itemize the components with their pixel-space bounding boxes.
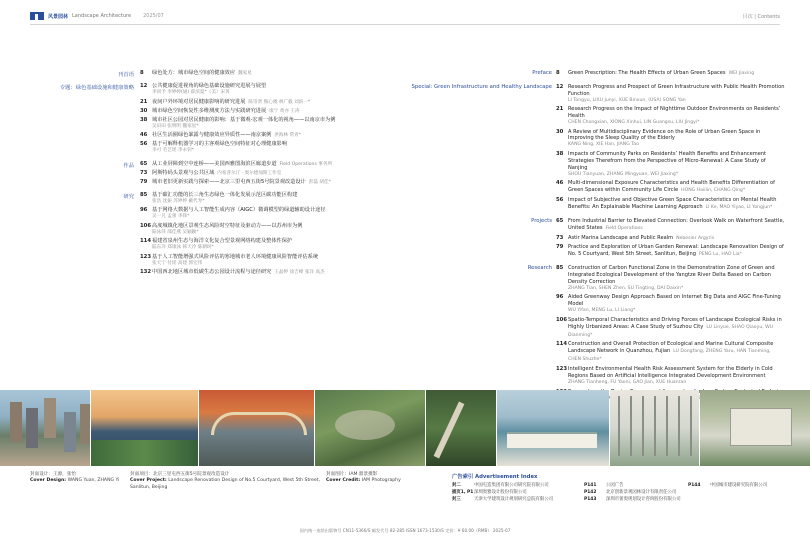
entry-title-text: 福建省泉州生态与海洋文化复合型景观网络构建及整体性保护 (152, 238, 293, 244)
entry-title (140, 207, 390, 214)
entry-authors: 张天宁 付瑶 高建 郭宏伟 (152, 260, 203, 266)
page-number: 123 (556, 366, 568, 373)
page-number: 38 (556, 150, 564, 157)
toc-entry (400, 265, 785, 292)
entry-authors: 王晶婷 徐吉峰 张洋 高杰 (274, 270, 325, 275)
header-divider (30, 24, 780, 25)
toc-entry (30, 179, 390, 186)
credit-en: IAM Photography (361, 478, 401, 484)
entry-title (556, 129, 785, 143)
entry-title-text: 中国西北地区城市低碳生态公园设计流程与途径研究 (152, 269, 272, 275)
entry-authors: Nebesier Argyris (676, 235, 715, 241)
entry-title-text: Research Progress and Prospect of Green Infrastructure with Public Health Promotion Function (568, 83, 785, 97)
entry-authors: 陈崇贤 熊心澳 林广毅 刘滨一* (248, 99, 311, 105)
toc-entry (400, 341, 785, 364)
entry-title-text: A Review of Multidisciplinary Evidence on the Role of Urban Green Space in Improving the Sleep Quality of the Elderly (568, 128, 761, 142)
entry-authors: ZHANG Tianheng, FU Yaoni, GAO Jian, XUE Huanran (568, 380, 687, 385)
entry-title-text: Intelligent Environmental Health Risk Assessment System for the Elderly in Cold Regions Based on Artificial Intelligence Integrated Development Environment (568, 366, 773, 380)
page-number: 79 (140, 178, 148, 185)
entry-title-text: 城市社区公园对居民健康的影响：基于微观-宏观一体化的视角——以南京市为例 (152, 116, 336, 123)
page-number: 46 (556, 180, 564, 187)
ad-index-row (452, 496, 553, 502)
page-number: 73 (140, 169, 148, 176)
isbn-line: 国内统一连续出版物号 CN11-5366/S 邮发代号 82-285 ISSN 1673-1530/S 定价：¥ 60.00（RMB） 2025-07 (299, 528, 511, 533)
toc-entry (400, 244, 785, 259)
entry-title-text: 基于人工智能增强式风险评估的寒地城市老人环境健康风险智能评估系统 (152, 253, 319, 260)
entry-title-text: Multi-dimensional Exposure Characteristics and Health Benefits Differentiation of Green Spaces within Community Life Circle (568, 180, 775, 193)
toc-entry (400, 70, 785, 78)
issue-number: 2025/07 (143, 13, 164, 19)
entry-title-text: From Industrial Barrier to Elevated Connection: Overlook Walk on Waterfront Seattle, United States (568, 217, 785, 231)
entry-title-text: 基于可解释机器学习的主客观绿色空间特征对心理健康影响 (152, 141, 287, 147)
section-title: Special: Green Infrastructure and Healthy Landscape (411, 83, 552, 90)
toc-entry (400, 218, 785, 233)
cover-photo-credit (326, 472, 446, 485)
entry-authors: 魏家星 (238, 71, 252, 76)
photo-courtyard-canopy (610, 390, 700, 466)
entry-title-text: Aided Greenway Design Approach Based on Internet Big Data and AIGC Fine-Tuning Model (568, 294, 781, 308)
ad-advertiser: 北京创新景观园林设计有限责任公司 (606, 490, 677, 495)
toc-entry (30, 132, 390, 139)
ad-advertiser: 深圳奥雅设计股份有限公司 (474, 490, 527, 495)
page-number: 38 (140, 116, 148, 123)
toc-entry (30, 192, 390, 206)
page-number: 8 (140, 70, 144, 76)
page-number: 21 (556, 106, 564, 113)
toc-entry (30, 238, 390, 252)
entry-title-text: Impact of Subjective and Objective Green Space Characteristics on Mental Health Benefits: An Explainable Machine Learning Approach (568, 196, 777, 210)
entry-title (140, 192, 390, 199)
ad-index-row (584, 496, 681, 502)
page-number: 106 (140, 222, 152, 229)
section-title: Projects (531, 217, 552, 224)
entry-authors: Field Operations (605, 225, 643, 231)
design-cn: 封面设计：王源，张怡 (30, 472, 76, 477)
entry-authors: 内希普尔汀 · 奥尔德加斯工作室 (217, 170, 282, 176)
page-number: 8 (556, 70, 560, 76)
entry-authors: 洪海林 常青* (274, 133, 302, 138)
page-number: 12 (556, 83, 564, 90)
entry-title-text: Astir Marina Landscape and Public Realm (568, 234, 674, 241)
page-number: 73 (556, 234, 564, 241)
page-number: 132 (140, 269, 152, 275)
entry-title (556, 151, 785, 172)
toc-entry (400, 151, 785, 178)
ad-index-title: 广告索引 Advertisement Index (452, 474, 538, 480)
toc-chinese (30, 70, 390, 282)
brand-cn: 风景园林 (48, 13, 69, 20)
page-number: 65 (556, 217, 564, 224)
ad-index-row (452, 482, 549, 488)
entry-title (140, 117, 390, 124)
entry-title-text: Spatio-Temporal Characteristics and Driving Forces of Landscape Ecological Risks in Highly Urbanized Areas: A Case Study of Suzhou City (568, 316, 782, 330)
page-number: 30 (140, 107, 148, 114)
toc-entry (30, 269, 390, 276)
entry-authors: LI Ke, MAO Yiyao, LI Yongjun* (705, 204, 773, 210)
entry-authors: SHOU Tianyuan, ZHANG Mingyuan, WEI Jiaxing* (568, 171, 679, 177)
photo-sunset-park (91, 390, 198, 466)
entry-title (140, 254, 390, 261)
page-number: 114 (140, 238, 152, 244)
toc-entry (400, 366, 785, 386)
entry-title-text: 公共健康促进视角的绿色基础设施研究进展与展望 (152, 83, 267, 89)
entry-title (140, 141, 390, 148)
entry-authors: 李同予 李婷婷(通) 薛滨夏*（美）宋苒 (152, 90, 230, 95)
photo-arched-plaza (199, 390, 315, 466)
entry-authors: LU Linyue, SHAO Qiaoyu, WU Dianming* (568, 324, 774, 338)
toc-entry (30, 161, 390, 168)
design-en: WANG Yuan, ZHANG Yi (67, 478, 120, 484)
toc-entry (400, 294, 785, 314)
toc-entry (30, 141, 390, 155)
entry-authors: CHEN Chongxian, XIONG Xinhui, LIN Guangsu, LIU Jingyi* (568, 120, 700, 126)
ad-page: P143 (584, 497, 597, 502)
section-title: Research (527, 265, 552, 272)
page-number: 96 (556, 294, 564, 301)
entry-title-text: Research Progress on the Impact of Nighttime Outdoor Environments on Residents’ Health (568, 106, 781, 120)
photo-marina (497, 390, 609, 466)
toc-entry (30, 83, 390, 97)
entry-title (140, 83, 390, 90)
entry-authors: WEI Jiaxing (728, 71, 755, 76)
page-number: 56 (556, 196, 564, 203)
entry-title (556, 70, 785, 78)
logo-icon (30, 12, 44, 20)
entry-title-text: 阿斯特码头景观与公共区域 (152, 169, 215, 176)
entry-title-text: 基于碳汇功能的长三角生态绿色一体化发展示范区碳功能区构建 (152, 191, 298, 198)
entry-title-text: 高度城镇化地区景观生态风险时空特征及驱动力——以苏州市为例 (152, 222, 303, 229)
ad-advertiser: 中国屯造集团有限公司研究院有限公司 (474, 483, 549, 488)
page-number: 106 (556, 316, 568, 323)
entry-title (556, 265, 785, 286)
entry-title (140, 99, 390, 106)
ad-page: 插页1, P1 (452, 490, 474, 495)
entry-title-text: 城市绿色空间恢复性多维测度方法与实践研究进展 (152, 107, 267, 114)
toc-entry (30, 99, 390, 106)
entry-title (556, 235, 785, 243)
page-number: 21 (140, 98, 148, 105)
page-number: 79 (556, 244, 564, 251)
entry-title (556, 84, 785, 98)
toc-entry (30, 223, 390, 237)
entry-title (140, 70, 390, 77)
page-number: 114 (556, 341, 568, 348)
toc-entry (30, 207, 390, 221)
entry-authors: WU Yifan, MENG Lu, LI Liang* (568, 308, 636, 314)
entry-title (140, 132, 390, 139)
ad-index-row (584, 482, 624, 488)
photo-forest-path (426, 390, 496, 466)
entry-title-text: Construction and Overall Protection of Ecological and Marine Cultural Composite Landscape Network in Quanzhou, Fujian (568, 341, 774, 355)
entry-authors: 李可 毛艺瑶 李永钊* (152, 148, 194, 153)
entry-title-text: Construction of Carbon Functional Zone in the Demonstration Zone of Green and Integrated Ecological Development of the Yangtze River Delta Based on Carbon Density Correction (568, 265, 775, 286)
ad-index-row (688, 482, 767, 488)
toc-section (30, 70, 390, 77)
entry-authors: 张浩 沈振 苏婷婷 戴代寿* (152, 198, 205, 204)
project-en-label: Cover Project: (130, 478, 167, 484)
section-title: 刊首语 (118, 72, 134, 78)
page-number: 46 (140, 132, 148, 138)
entry-authors: LI Tongyu, LIXU Junyi, XUE Binxun, (USA) SONG Yan (568, 97, 686, 103)
toc-entry (30, 170, 390, 177)
toc-entry (400, 84, 785, 104)
toc-section (400, 218, 785, 260)
page-number: 30 (556, 128, 564, 135)
page-number: 96 (140, 207, 148, 213)
brand-en: Landscape Architecture (72, 13, 132, 19)
section-title: 作品 (123, 162, 134, 169)
entry-authors: 吴田田 张明明 魏家星* (152, 123, 199, 129)
entry-title-text: Practice and Exploration of Urban Garden Renewal: Landscape Renovation Design of No. 5 Courtyard, West 5th Street, Sanlitun, Beijing (568, 244, 784, 258)
credit-en-label: Cover Credit: (326, 478, 361, 484)
photo-seattle-waterfront (0, 390, 90, 466)
ad-advertiser: 天津大学建筑设计规划研究总院有限公司 (474, 497, 554, 502)
toc-entry (30, 70, 390, 77)
toc-entry (400, 106, 785, 126)
ad-page: P144 (688, 483, 701, 488)
entry-authors: 康宁 黄亦 王涛 (269, 108, 300, 114)
entry-title-text: Green Prescription: The Health Effects of Urban Green Spaces (568, 70, 726, 76)
entry-title (140, 161, 390, 168)
entry-title (556, 106, 785, 120)
entry-title (556, 294, 785, 308)
entry-title (556, 244, 785, 259)
entry-title-text: Impacts of Community Parks on Residents’ Health Benefits and Enhancement Strategies Therefrom from the Perspective of Micro-Renewal: A Case Study of Nanjing (568, 150, 767, 171)
toc-section (30, 83, 390, 155)
cover-project-credit (130, 472, 330, 491)
cover-photo-strip (0, 390, 810, 466)
page-number: 123 (140, 253, 152, 260)
page-number: 65 (140, 160, 148, 167)
ad-page: 封三 (452, 497, 461, 502)
toc-entry (30, 117, 390, 131)
page-number: 12 (140, 83, 148, 89)
entry-title (556, 341, 785, 364)
entry-authors: Field Operations 事务所 (279, 161, 333, 167)
entry-title (140, 179, 390, 186)
toc-section (30, 161, 390, 186)
section-title: 研究 (123, 193, 134, 200)
section-title: 专题：绿色基础设施和健康策略 (59, 85, 134, 91)
entry-authors: 吴一凡 孟蕾 李锋* (152, 214, 190, 219)
toc-section (400, 70, 785, 78)
entry-title (556, 218, 785, 233)
photo-pavilion (700, 390, 810, 466)
ad-advertiser: 公园广告 (606, 483, 624, 488)
ad-index-row (452, 489, 527, 495)
toc-entry (400, 197, 785, 212)
entry-title (556, 317, 785, 340)
photo-aerial-park (315, 390, 425, 466)
toc-entry (30, 254, 390, 268)
credit-cn: 封面图片：IAM 鼎景摄影 (326, 472, 378, 477)
toc-entry (400, 180, 785, 195)
toc-english (400, 70, 785, 409)
contents-label: 目次 | Contents (742, 14, 780, 20)
toc-entry (400, 235, 785, 243)
page-number: 56 (140, 141, 148, 147)
toc-section (400, 84, 785, 212)
entry-title-text: 夜间户外环境对居民健康影响的研究进展 (152, 98, 246, 105)
design-en-label: Cover Design: (30, 478, 67, 484)
entry-title (140, 170, 390, 177)
ad-page: P141 (584, 483, 597, 488)
entry-title (140, 269, 390, 276)
ad-page: 封二 (452, 483, 461, 488)
ad-index-row (584, 489, 676, 495)
toc-entry (30, 108, 390, 115)
entry-title (556, 366, 785, 380)
toc-section (30, 192, 390, 277)
project-en: Landscape Renovation Design of No.5 Courtyard, West 5th Street, Sanlitun, Beijing (130, 478, 320, 490)
toc-section (400, 265, 785, 403)
entry-authors: 彭磊 胡佳* (308, 179, 331, 185)
entry-authors: KANG Ning, XIE Han, JIANG Tao (568, 142, 639, 148)
entry-title (140, 223, 390, 230)
toc-entry (400, 129, 785, 149)
entry-authors: HONG Haiilin, CHANG Qing* (681, 187, 746, 193)
entry-title (140, 108, 390, 115)
page-number: 85 (140, 191, 148, 198)
ad-advertiser: 深圳市蕾奥规划设计咨询股份有限公司 (606, 497, 681, 502)
entry-title (556, 197, 785, 212)
entry-authors: PENG Lu, HAO Lia* (698, 252, 742, 258)
toc-entry (400, 317, 785, 340)
entry-authors: LU Dongfang, ZHENG Yaru, HAN Tianming, CHEN Shuzhe* (568, 349, 771, 363)
masthead (30, 11, 164, 21)
entry-authors: ZHANG Tian, SHEN Zhen, SU Tingting, DAI Daixin* (568, 285, 684, 291)
ad-advertiser: 中国城市建设研究院有限公司 (710, 483, 768, 488)
entry-authors: 陆东洋 郑康泳 韩天冷 陈朝珂* (152, 245, 214, 250)
entry-title-text: 绿色处方：城市绿色空间的健康效应 (152, 70, 236, 76)
entry-title-text: 社区生活圈绿色暴露与健康效应异质性——南京案例 (152, 132, 272, 138)
entry-authors: 陆泳萍 邵佳燕 吴颖颖* (152, 229, 199, 235)
ad-page: P142 (584, 490, 597, 495)
section-title: Preface (532, 70, 552, 76)
entry-title-text: 基于网络大数据与人工智能生成内容（AIGC）微调模型的绿道辅助设计途径 (152, 207, 326, 213)
entry-title (140, 238, 390, 245)
entry-title (556, 180, 785, 195)
entry-title-text: 城市老旧更新实践与探索——北京三里屯西五街5号院景观改造设计 (152, 178, 306, 185)
project-cn: 封面项目：北京三里屯西五街5号院景观改造设计 (130, 472, 230, 477)
entry-title-text: 从工业屏障到空中连桥——美国西雅图海滨区廊道步道 (152, 160, 277, 167)
page-number: 85 (556, 265, 564, 272)
